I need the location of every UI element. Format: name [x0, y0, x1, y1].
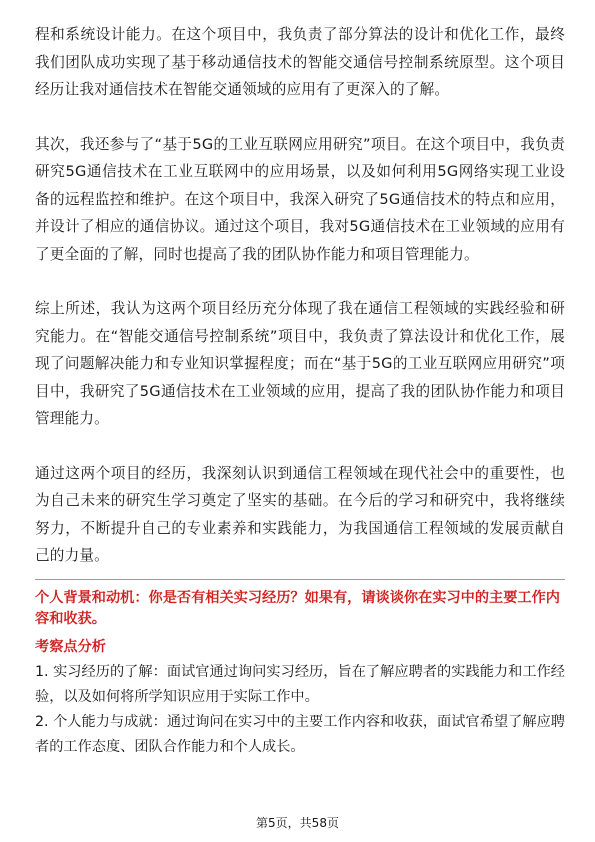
- page-content: [35, 21, 565, 760]
- paragraph-gap: [35, 104, 565, 131]
- body-paragraph-2: 其次，我还参与了“基于5G的工业互联网应用研究”项目。在这个项目中，我负责研究5G通信技术在工业互联网中的应用场景，以及如何利用5G网络实现工业设备的远程监控和维护。在这个项目中，我深入研究了5G通信技术的特点和应用，并设计了相应的通信协议。通过这个项目，我对5G通信技术在工业领域的应用有了更全面的了解，同时也提高了我的团队协作能力和项目管理能力。: [35, 135, 565, 263]
- paragraph-gap: [35, 433, 565, 460]
- page-number: 第5页，共58页: [256, 816, 339, 830]
- body-paragraph-4: 通过这两个项目的经历，我深刻认识到通信工程领域在现代社会中的重要性，也为自己未来的研究生学习奠定了坚实的基础。在今后的学习和研究中，我将继续努力，不断提升自己的专业素养和实践能力，为我国通信工程领域的发展贡献自己的力量。: [35, 464, 565, 564]
- paragraph-gap: [35, 268, 565, 295]
- analysis-item-2: 2. 个人能力与成就：通过询问在实习中的主要工作内容和收获，面试官希望了解应聘者的工作态度、团队合作能力和个人成长。: [35, 713, 565, 755]
- page-footer: [0, 814, 595, 831]
- body-paragraph-1: 程和系统设计能力。在这个项目中，我负责了部分算法的设计和优化工作，最终我们团队成功实现了基于移动通信技术的智能交通信号控制系统原型。这个项目经历让我对通信技术在智能交通领域的应用有了更深入的了解。: [35, 26, 565, 98]
- analysis-item-1: 1. 实习经历的了解：面试官通过询问实习经历，旨在了解应聘者的实践能力和工作经验，以及如何将所学知识应用于实际工作中。: [35, 663, 565, 705]
- analysis-heading: 考察点分析: [35, 638, 106, 655]
- body-paragraph-3: 综上所述，我认为这两个项目经历充分体现了我在通信工程领域的实践经验和研究能力。在“智能交通信号控制系统”项目中，我负责了算法设计和优化工作，展现了问题解决能力和专业知识掌握程度；而在“基于5G的工业互联网应用研究”项目中，我研究了5G通信技术在工业领域的应用，提高了我的团队协作能力和项目管理能力。: [35, 300, 565, 427]
- section-divider: [35, 579, 565, 580]
- interview-question: 个人背景和动机：你是否有相关实习经历？如果有，请谈谈你在实习中的主要工作内容和收获。: [35, 589, 560, 627]
